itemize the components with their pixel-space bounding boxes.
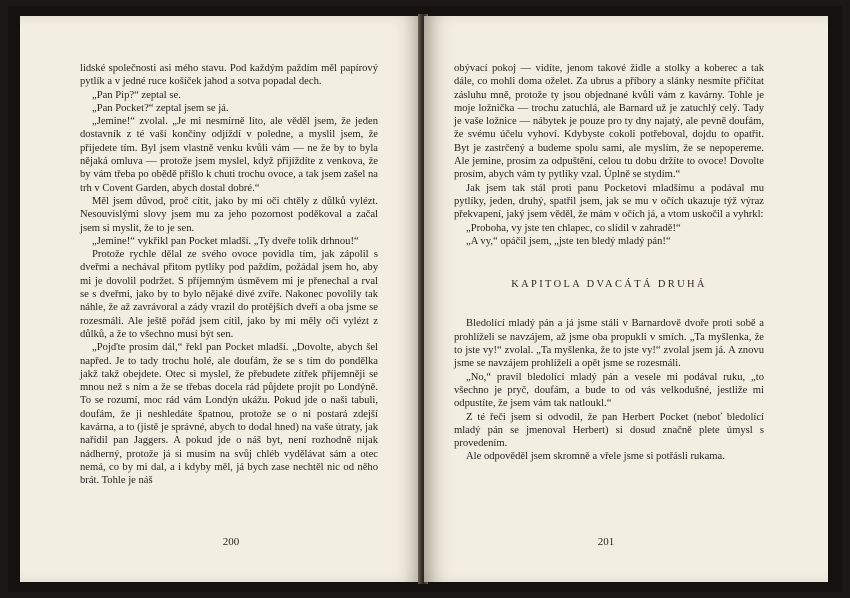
paragraph: „A vy,“ opáčil jsem, „jste ten bledý mladý pán!“ <box>466 235 671 247</box>
paragraph: Měl jsem důvod, proč cítit, jako by mi oči chtěly z důlků vylézt. Nesouvislými slovy jsem mu za jeho pozornost poděkoval a začal jsem si myslit, že to je sen. <box>80 195 378 234</box>
right-page <box>424 16 828 582</box>
paragraph: „No,“ pravil bledolící mladý pán a vesele mi podával ruku, „to všechno je pryč, doufám, a bude to od vás velkodušné, jestliže mi odpustíte, že jsem vám tak natloukl.“ <box>454 371 764 410</box>
chapter-heading: KAPITOLA DVACÁTÁ DRUHÁ <box>511 279 707 291</box>
left-page-text <box>80 62 378 488</box>
paragraph: obývací pokoj — vidíte, jenom takové židle a stolky a koberec a tak dále, co mohli doma oželet. Za ubrus a příbory a slánky nesmíte přičítat zásluhu mně, protože ty jsou objednané kvůli vám z kavárny. Tohle je moje ložnička — trochu zatuchlá, ale Barnard už je zatuchlý celý. Tady je vaše ložnice — nábytek je pouze pro ty dny najatý, ale pevně doufám, že svému účelu vyhoví. Kdybyste cokoli potřeboval, dojdu to opatřit. Byt je zastrčený a budeme spolu sami, ale myslím, že se nepopereme. Ale jemine, prosím za odpuštění, celou tu dobu držíte to ovoce! Dovolte prosím, abych vám ty pytlíky vzal. Úplně se stydím.“ <box>454 63 764 181</box>
paragraph: lidské společnosti asi mého stavu. Pod každým paždím měl papírový pytlík a v jedné ruce košíček jahod a sotva popadal dech. <box>80 63 378 88</box>
right-page-text <box>454 62 764 464</box>
paragraph: Jak jsem tak stál proti panu Pocketovi mladšímu a podával mu pytlíky, jeden, druhý, spatřil jsem, jak se mu v očích ukazuje týž výraz překvapení, jaký jsem věděl, že mám v očích já, a vtom uskočil a vyhrkl: <box>454 182 764 221</box>
paragraph: „Pan Pocket?“ zeptal jsem se já. <box>92 102 229 114</box>
paragraph: Z té řeči jsem si odvodil, že pan Herbert Pocket (neboť bledolící mladý pán se jmenoval Herbert) si dosud značně plete úmysl s provedením. <box>454 411 764 450</box>
page-number: 201 <box>597 536 615 548</box>
paragraph: „Jemine!“ vykřikl pan Pocket mladší. „Ty dveře tolik drhnou!“ <box>92 235 359 247</box>
paragraph: „Pojďte prosím dál,“ řekl pan Pocket mladší. „Dovolte, abych šel napřed. Je to tady trochu holé, ale doufám, že se s tím do pondělka jakž takž obejdete. Otec si myslel, že přebudete zítřek příjemněji se mnou než s ním a že se třebas docela rád půjdete projít po Londýně. To se rozumí, moc rád vám Londýn ukážu. Pokud jde o naši tabuli, doufám, že ji neshledáte špatnou, protože se o ni postará zdejší kavárna, a to (jistě je správné, abych to dodal hned) na vaše útraty, jak nařídil pan Jaggers. A pokud jde o náš byt, není rozhodně nijak nádherný, protože já si musím na svůj chléb vydělávat sám a otec nemá, co by mi dal, a i kdyby měl, já bych zase nechtěl nic od něho brát. Tohle je náš <box>80 342 378 487</box>
book-spread <box>8 6 842 592</box>
page-number: 200 <box>222 536 240 548</box>
paragraph: „Jemine!“ zvolal. „Je mi nesmírně líto, ale věděl jsem, že jeden dostavník z té vaší končiny odjíždí v poledne, a myslil jsem, že přijedete tím. Byl jsem vlastně venku kvůli vám — ne že by to byla nějaká omluva — protože jsem myslel, když přijíždíte z venkova, že by vám třeba po obědě přišlo k chuti trochu ovoce, a tak jsem zašel na trh v Covent Garden, abych dostal dobré.“ <box>80 116 378 194</box>
paragraph: „Pan Pip?“ zeptal se. <box>92 89 181 101</box>
paragraph: Ale odpověděl jsem skromně a vřele jsme si potřásli rukama. <box>466 451 725 463</box>
left-page <box>20 16 422 582</box>
paragraph: „Proboha, vy jste ten chlapec, co slídil v zahradě!“ <box>466 222 681 234</box>
paragraph: Bledolící mladý pán a já jsme stáli v Barnardově dvoře proti sobě a prohlíželi se navzájem, až jsme oba propukli v smích. „Ta myšlenka, že to jste vy!“ zvolal. „Ta myšlenka, že to jste vy!“ zvolal jsem já. A znovu jsme se navzájem prohlíželi a opět jsme se rozesmáli. <box>454 318 764 370</box>
paragraph: Protože rychle dělal ze svého ovoce povidla tím, jak zápolil s dveřmi a nechával přitom pytlíky pod paždím, požádal jsem ho, aby mi je dovolil podržet. S příjemným úsměvem mi je přenechal a rval se s dveřmi, jako by to bylo nějaké divé zvíře. Nakonec povolily tak náhle, že až zavrávoral a zády vrazil do protějších dveří a oba jsme se rozesmáli. Ale ještě pořád jsem cítil, jako by mi měly oči vylézt z důlků, a že to všechno musí být sen. <box>80 249 378 340</box>
